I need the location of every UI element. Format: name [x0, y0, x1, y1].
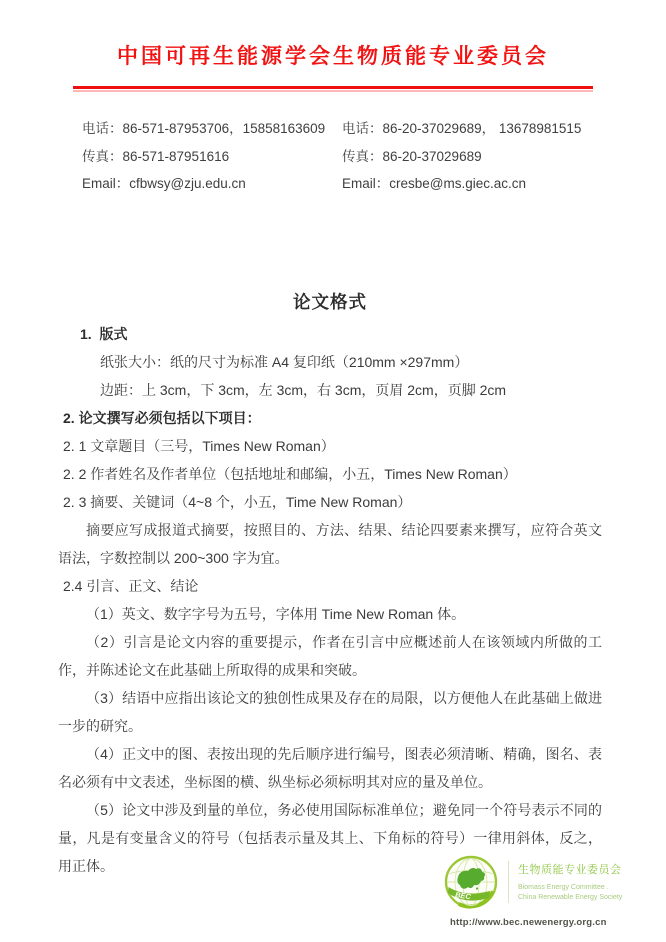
item-2-4-3: （3）结语中应指出该论文的独创性成果及存在的局限，以方便他人在此基础上做进一步的研究。	[58, 689, 602, 734]
contact-col-left	[82, 115, 342, 198]
phone-label: 电话：	[82, 121, 123, 136]
email-row-right	[342, 170, 666, 198]
item-2-4-1: （1）英文、数字字号为五号，字体用 Time New Roman 体。	[86, 605, 466, 622]
phone-row-left	[82, 115, 342, 143]
fax-value: 86-20-37029689	[382, 148, 482, 164]
section-1-heading: 1. 版式	[80, 325, 128, 342]
item-2-1: 2. 1 文章题目（三号，Times New Roman）	[63, 437, 335, 454]
website-url[interactable]: http://www.bec.newenergy.org.cn	[450, 917, 607, 928]
footer-brand	[444, 855, 624, 909]
item-2-4-4: （4）正文中的图、表按出现的先后顺序进行编号，图表必须清晰、精确，图名、表名必须有中文表述，坐标图的横、纵坐标必须标明其对应的量及单位。	[58, 745, 602, 790]
fax-label: 传真：	[342, 148, 383, 164]
item-2-3: 2. 3 摘要、关键词（4~8 个，小五，Time New Roman）	[63, 493, 412, 510]
org-name-en-1: Biomass Energy Committee .	[518, 884, 609, 891]
fax-row-right	[342, 143, 666, 171]
phone-label: 电话：	[342, 121, 383, 136]
email-value: cresbe@ms.giec.ac.cn	[389, 176, 527, 191]
phone-row-right	[342, 115, 666, 143]
header-rule	[73, 86, 593, 92]
email-value: cfbwsy@zju.edu.cn	[129, 176, 246, 191]
email-row-left	[82, 170, 342, 198]
contact-col-right	[342, 115, 666, 198]
phone-value: 86-20-37029689， 13678981515	[382, 121, 582, 136]
org-name-en-2: China Renewable Energy Society	[518, 894, 623, 901]
email-label: Email：	[342, 176, 390, 191]
document-body	[58, 288, 602, 880]
bec-logo-icon	[444, 855, 498, 909]
item-2-2: 2. 2 作者姓名及作者单位（包括地址和邮编，小五，Times New Roman）	[63, 465, 517, 482]
item-2-4-5: （5）论文中涉及到量的单位，务必使用国际标准单位；避免同一个符号表示不同的量，凡是有变量含义的符号（包括表示量及其上、下角标的符号）一律用斜体，反之，用正体。	[58, 801, 602, 874]
item-2-4-2: （2）引言是论文内容的重要提示，作者在引言中应概述前人在该领域内所做的工作，并陈述论文在此基础上所取得的成果和突破。	[58, 633, 602, 678]
item-2-4: 2.4 引言、正文、结论	[63, 577, 199, 594]
fax-value: 86-571-87951616	[122, 148, 230, 164]
org-name-cn: 生物质能专业委员会	[518, 864, 622, 876]
phone-value: 86-571-87953706，15858163609	[122, 121, 326, 136]
footer-divider	[508, 861, 509, 903]
margins-line: 边距：上 3cm，下 3cm，左 3cm，右 3cm，页眉 2cm，页脚 2cm	[100, 381, 507, 398]
email-label: Email：	[82, 176, 130, 191]
abstract-note: 摘要应写成报道式摘要，按照目的、方法、结果、结论四要素来撰写，应符合英文语法，字数控制以 200~300 字为宜。	[58, 521, 602, 566]
org-names	[518, 861, 622, 903]
fax-label: 传真：	[82, 148, 123, 164]
fax-row-left	[82, 143, 342, 171]
org-title: 中国可再生能源学会生物质能专业委员会	[117, 45, 549, 68]
footer	[444, 855, 624, 928]
contact-info	[82, 115, 666, 198]
bec-logo-text: BEC	[454, 890, 472, 902]
doc-title: 论文格式	[293, 291, 367, 312]
paper-size-line: 纸张大小：纸的尺寸为标准 A4 复印纸（210mm ×297mm）	[100, 353, 469, 370]
section-2-heading: 2. 论文撰写必须包括以下项目：	[63, 409, 261, 426]
